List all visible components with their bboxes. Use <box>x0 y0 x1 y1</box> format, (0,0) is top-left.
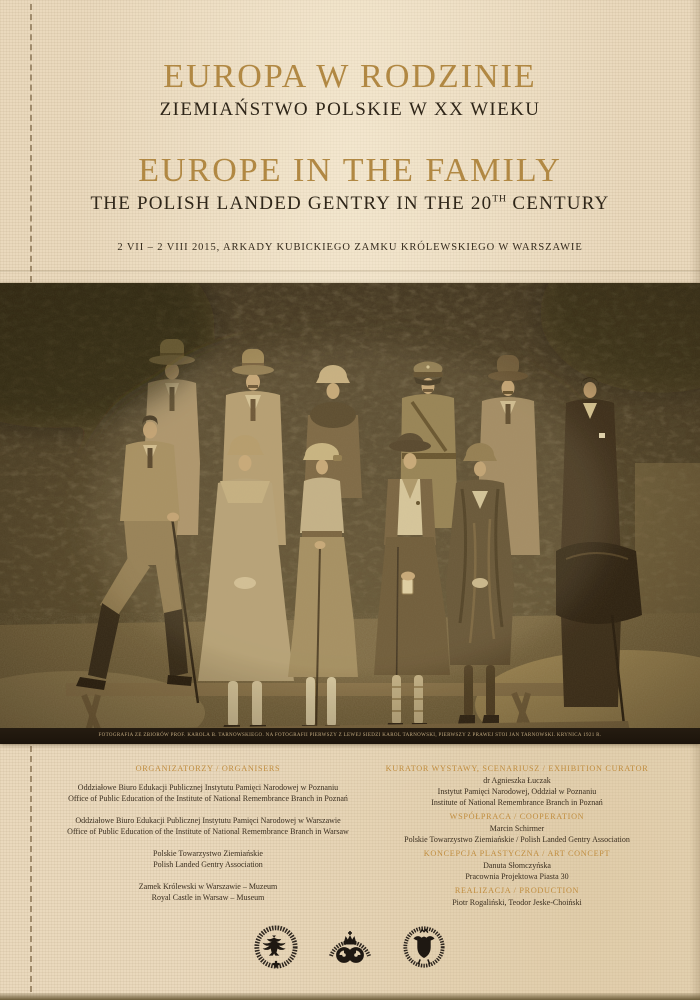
credit-line: Instytut Pamięci Narodowej, Oddział w Poznaniu <box>437 787 597 796</box>
ordinal-superscript: TH <box>492 193 507 205</box>
credit-line: Pracownia Projektowa Piasta 30 <box>465 872 569 881</box>
credit-line: Piotr Rogaliński, Teodor Jeske-Choiński <box>452 898 582 907</box>
credit-group-curator <box>372 764 662 808</box>
credit-line: Zamek Królewski w Warszawie – Muzeum <box>138 882 278 891</box>
paper-bottom-edge <box>0 993 700 1000</box>
sepia-photo-illustration <box>0 283 700 728</box>
landed-gentry-seal-icon <box>401 924 447 970</box>
credit-block <box>48 848 368 870</box>
credit-group-production <box>372 886 662 908</box>
credit-line: Institute of National Remembrance Branch in Poznań <box>431 798 603 807</box>
credit-line: Danuta Słomczyńska <box>483 861 551 870</box>
film-grain <box>0 283 700 728</box>
fold-crease <box>0 270 700 272</box>
royal-castle-seal-icon <box>325 924 375 970</box>
group-photograph <box>0 283 700 744</box>
credits-heading-art-concept: KONCEPCJA PLASTYCZNA / ART CONCEPT <box>423 849 611 858</box>
photo-caption: FOTOGRAFIA ZE ZBIORÓW PROF. KAROLA B. TARNOWSKIEGO. NA FOTOGRAFII PIERWSZY Z LEWEJ SIEDZI KAROL TARNOWSKI, PIERWSZY Z PRAWEJ STOI JAN TARNOWSKI. KRYNICA 1921 R. <box>0 728 700 744</box>
poster-header <box>0 0 700 253</box>
credits-column-team <box>372 764 662 912</box>
title-english: EUROPE IN THE FAMILY <box>138 152 562 189</box>
credit-block <box>48 881 368 903</box>
credit-group-art-concept <box>372 849 662 882</box>
credits-column-organisers <box>48 764 368 914</box>
credit-line: Office of Public Education of the Institute of National Remembrance Branch in Poznań <box>68 794 348 803</box>
credits-heading-organisers: ORGANIZATORZY / ORGANISERS <box>135 764 281 773</box>
title-polish: EUROPA W RODZINIE <box>163 58 537 95</box>
credit-line: Royal Castle in Warsaw – Museum <box>151 893 265 902</box>
credit-line: Polskie Towarzystwo Ziemiańskie <box>153 849 263 858</box>
event-info: 2 VII – 2 VIII 2015, ARKADY KUBICKIEGO ZAMKU KRÓLEWSKIEGO W WARSZAWIE <box>117 242 583 253</box>
credit-line: Marcin Schirmer <box>489 824 545 833</box>
credit-line: dr Agnieszka Łuczak <box>483 776 551 785</box>
credit-line: Oddziałowe Biuro Edukacji Publicznej Instytutu Pamięci Narodowej w Poznaniu <box>77 783 339 792</box>
subtitle-polish: ZIEMIAŃSTWO POLSKIE W XX WIEKU <box>159 99 541 120</box>
subtitle-english: THE POLISH LANDED GENTRY IN THE 20TH CENTURY <box>90 193 610 214</box>
partner-logos <box>0 924 700 970</box>
credit-line: Polskie Towarzystwo Ziemiańskie / Polish Landed Gentry Association <box>404 835 630 844</box>
credit-line: Oddziałowe Biuro Edukacji Publicznej Instytutu Pamięci Narodowej w Warszawie <box>75 816 341 825</box>
credit-block <box>48 815 368 837</box>
credits-heading-production: REALIZACJA / PRODUCTION <box>454 886 580 895</box>
credits-heading-cooperation: WSPÓŁPRACA / COOPERATION <box>449 812 585 821</box>
credits-heading-curator: KURATOR WYSTAWY, SCENARIUSZ / EXHIBITION CURATOR <box>385 764 649 773</box>
credit-line: Polish Landed Gentry Association <box>153 860 263 869</box>
ipn-seal-icon <box>253 924 299 970</box>
credit-line: Office of Public Education of the Institute of National Remembrance Branch in Warsaw <box>67 827 349 836</box>
credit-group-cooperation <box>372 812 662 845</box>
credit-block <box>48 782 368 804</box>
